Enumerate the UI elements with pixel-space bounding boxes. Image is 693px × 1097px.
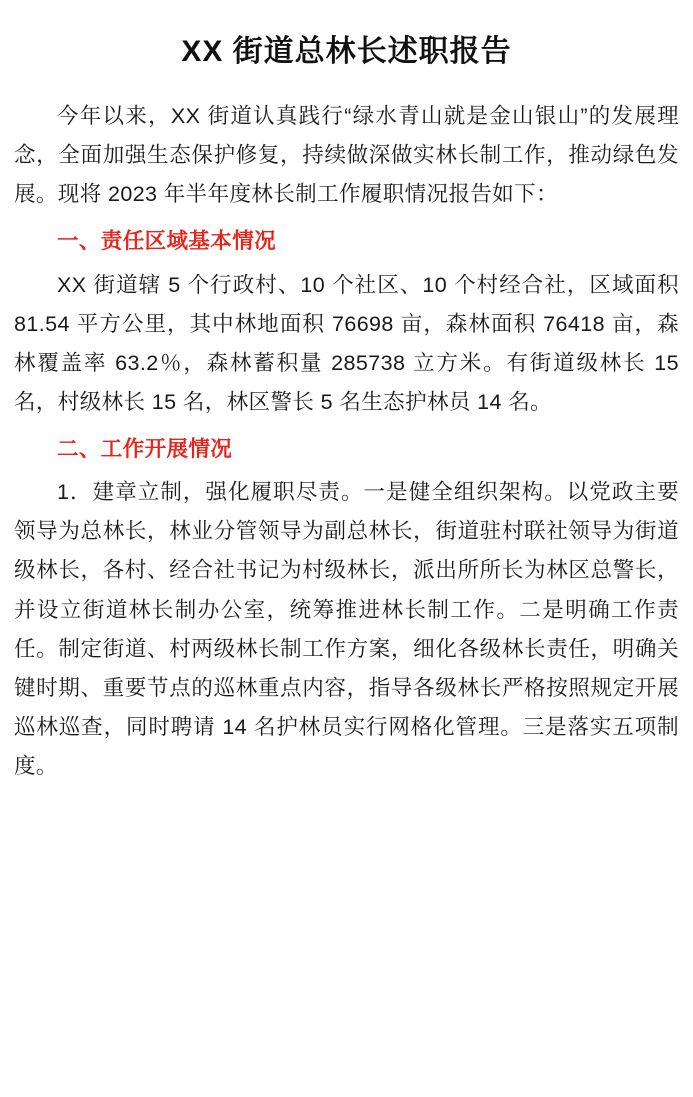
paragraph-intro: 今年以来，XX 街道认真践行“绿水青山就是金山银山”的发展理念，全面加强生态保护修复，持续做深做实林长制工作，推动绿色发展。现将 2023 年半年度林长制工作履职情况报告如下： [14,104,679,207]
page-title: XX 街道总林长述职报告 [181,35,512,68]
paragraph-basic-situation: XX 街道辖 5 个行政村、10 个社区、10 个村经合社，区域面积 81.54 平方公里，其中林地面积 76698 亩，森林面积 76418 亩，森林覆盖率 63.2％，森林蓄积量 285738 立方米。有街道级林长 15 名，村级林长 15 名，林区警长 5 名生态护林员 14 名。 [14,272,679,414]
section-heading-one: 一、责任区域基本情况 [57,229,277,254]
paragraph-work-progress: 1．建章立制，强化履职尽责。一是健全组织架构。以党政主要领导为总林长，林业分管领导为副总林长，街道驻村联社领导为街道级林长，各村、经合社书记为村级林长，派出所所长为林区总警长，并设立街道林长制办公室，统筹推进林长制工作。二是明确工作责任。制定街道、村两级林长制工作方案，细化各级林长责任，明确关键时期、重要节点的巡林重点内容，指导各级林长严格按照规定开展巡林巡查，同时聘请 14 名护林员实行网格化管理。三是落实五项制度。 [14,480,679,778]
section-heading-two: 二、工作开展情况 [57,437,233,461]
